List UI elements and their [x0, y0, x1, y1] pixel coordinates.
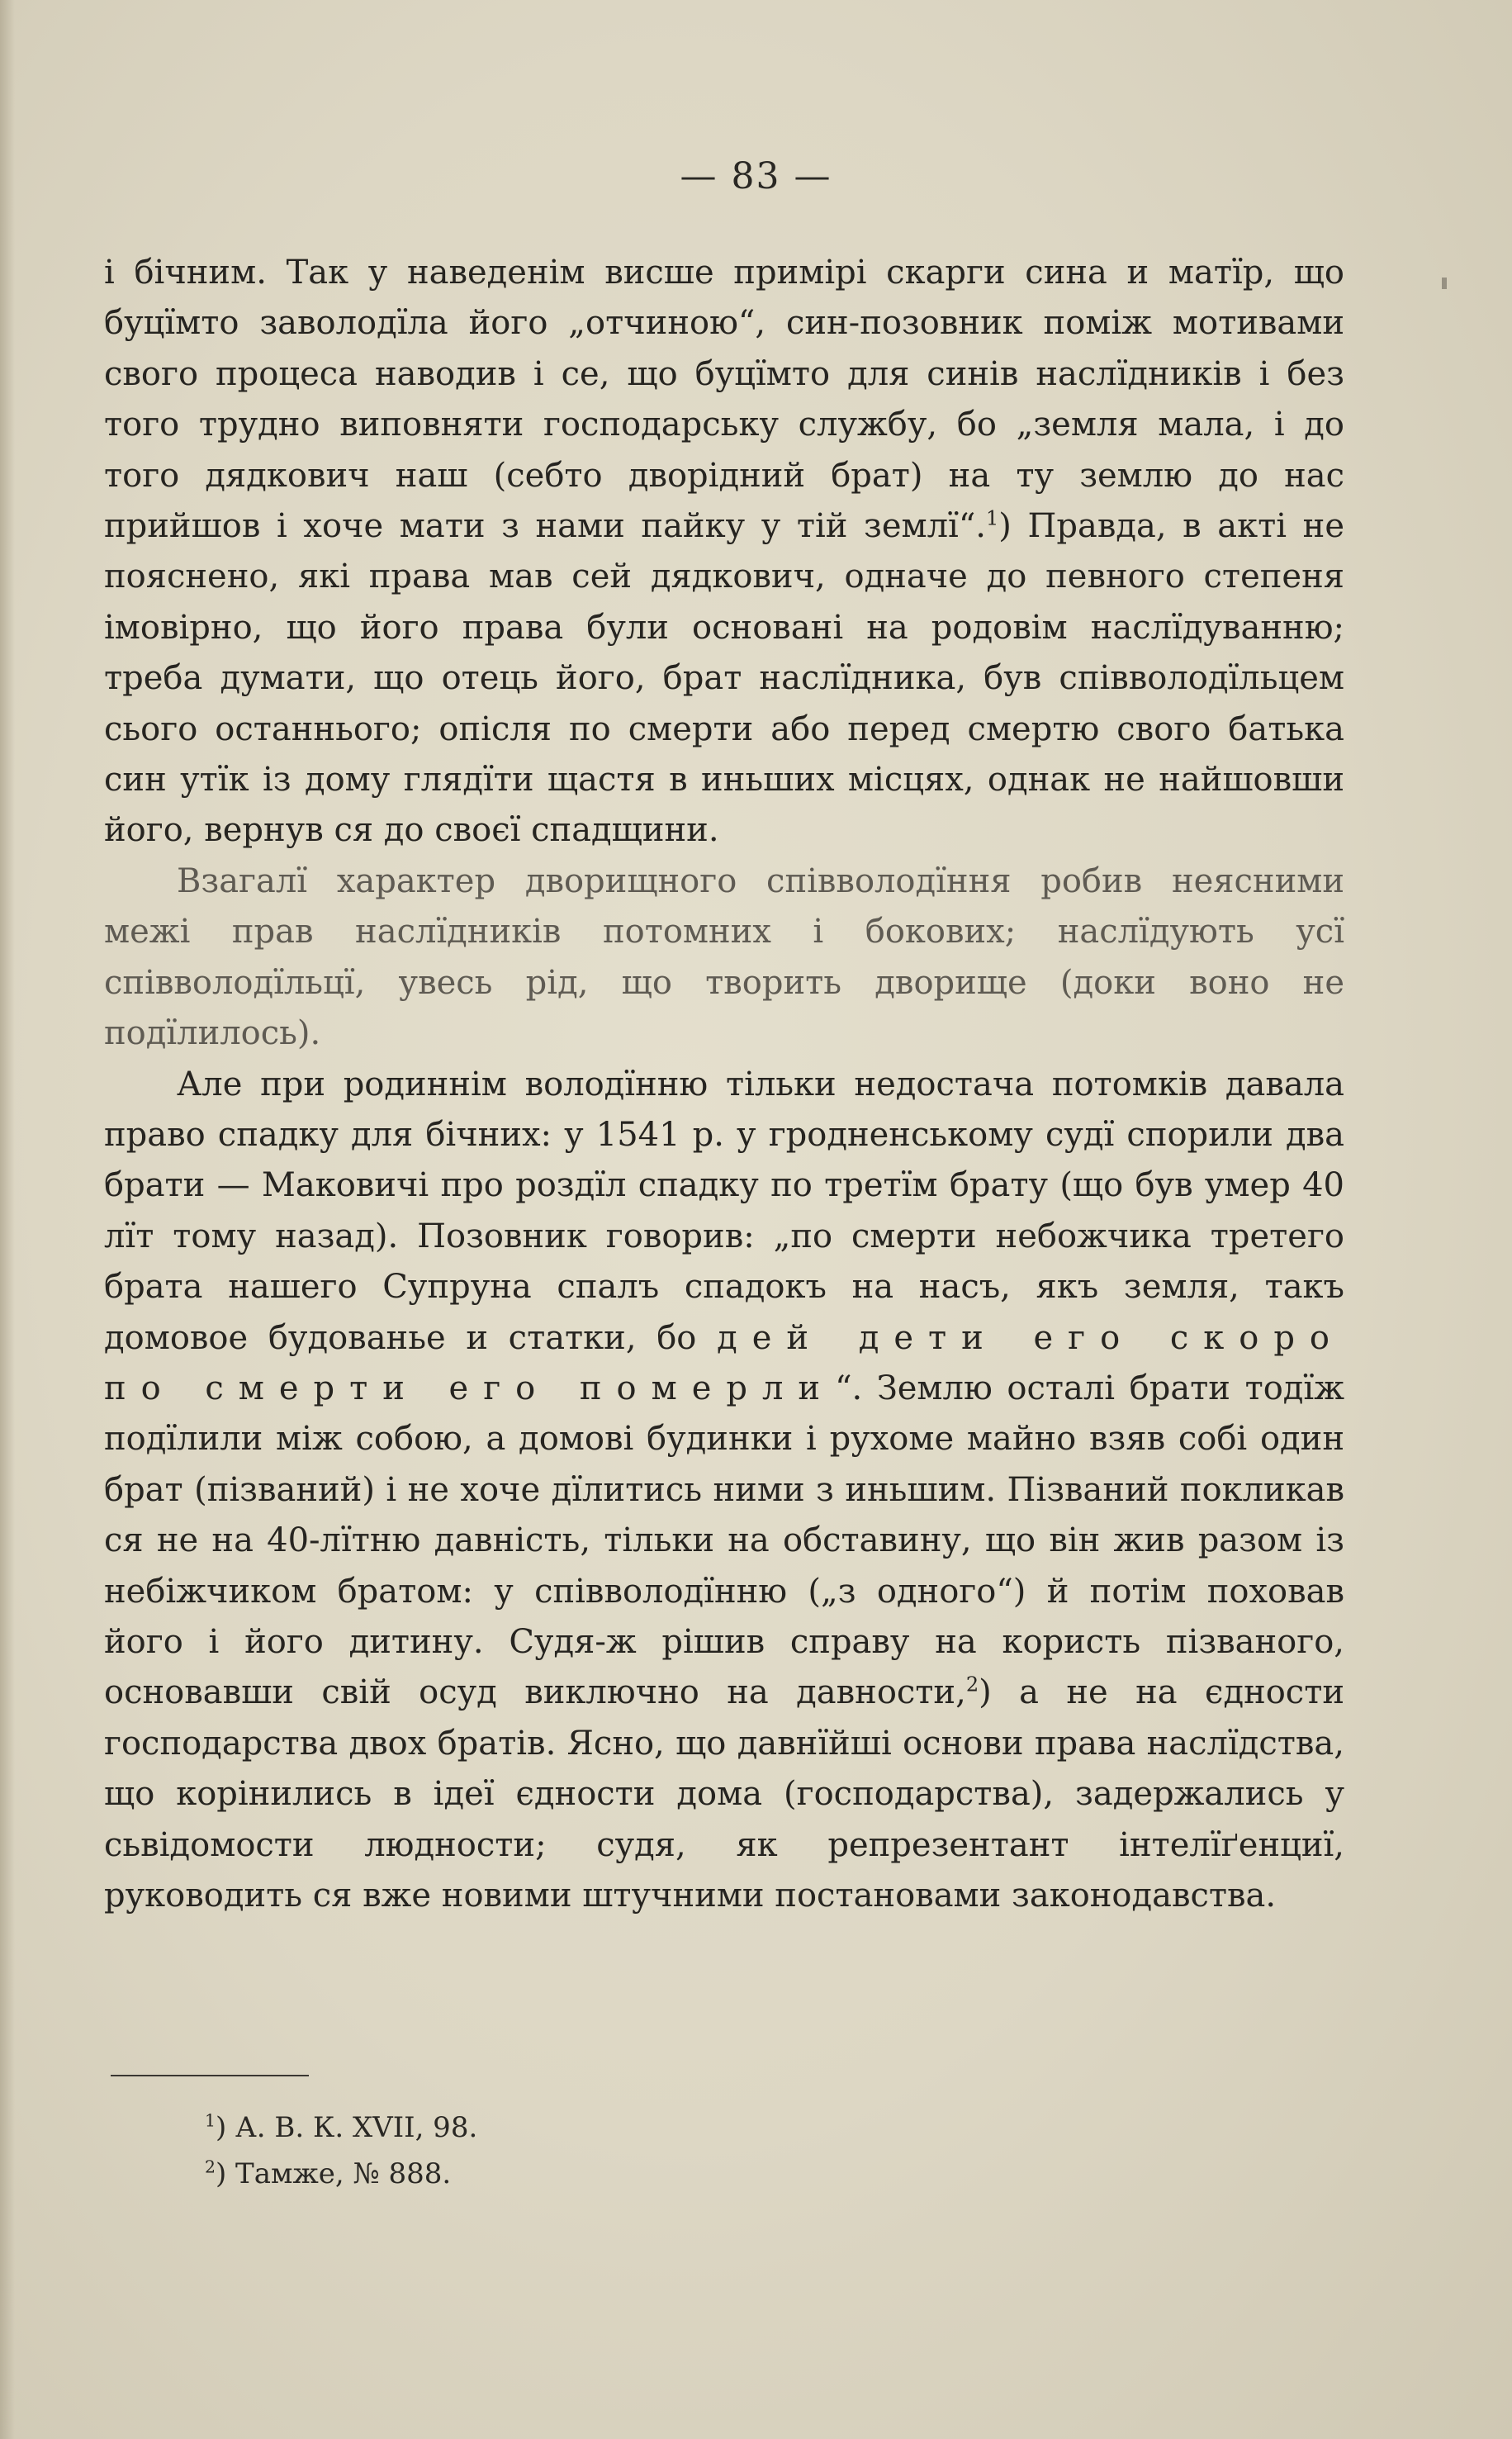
footnote-marker: 1 [205, 2110, 216, 2131]
footnote-text: ) Тамже, № 888. [215, 2157, 452, 2190]
text-segment: Але при родиннім володїнню тільки недостача потомків давала право спадку для бічних: у 1541 р. у гродненському судї спорили два брати — Маковичі про роздїл спадку по третїм брату (що був умер 40 лїт тому назад). Позовник говорив: „по смерти небожчика третего брата нашего Супруна спалъ спадокъ на насъ, якъ земля, такъ домовое будованье и статки, бо [104, 1065, 1344, 1357]
text-segment: ) Правда, в акті не пояснено, які права мав сей дядкович, одначе до певного степеня імовірно, що його права були основані на родовім наслїдуванню; треба думати, що отець його, брат наслїдника, був співволодїльцем сього останнього; опісля по смерти або перед смертю свого батька син утїк із дому глядїти щастя в иньших місцях, однак не найшовши його, вернув ся до своєї спадщини. [104, 507, 1344, 850]
footnote-marker: 2 [205, 2157, 216, 2177]
paragraph [104, 856, 1344, 1060]
footnote [205, 2104, 477, 2151]
footnote-reference: 2 [965, 1673, 979, 1697]
text-segment: Взагалї характер дворищного співволодїння робив неясними межі прав наслїдників потомних і бокових; наслїдують усї співволодїльцї, увесь рід, що творить дворище (доки воно не подїлилось). [104, 861, 1344, 1053]
footnote-reference: 1 [986, 506, 999, 530]
page-number: — 83 — [680, 155, 832, 197]
text-segment: “. Землю осталі брати тодїж подїлили між собою, а домові будинки і рухоме майно взяв собі один брат (пізваний) і не хоче дїлитись ними з иньшим. Пізваний покликав ся не на 40-лїтню давність, тільки на обставину, що він жив разом із небіжчиком братом: у співволодїнню („з одного“) й потім поховав його і його дитину. Судя-ж рішив справу на користь пізваного, основавши свій осуд виключно на давности, [104, 1369, 1344, 1712]
paragraph [104, 1060, 1344, 1922]
footnotes [205, 2104, 477, 2197]
paragraph [104, 248, 1344, 856]
body-text [104, 248, 1344, 1921]
scan-edge-shadow [0, 0, 15, 2439]
footnote [205, 2151, 477, 2197]
footnote-text: ) А. В. К. XVII, 98. [215, 2111, 478, 2144]
footnote-divider [111, 2075, 309, 2076]
text-segment: ) а не на єдности господарства двох братів. Ясно, що давнїйші основи права наслїдства, що корінились в ідеї єдности дома (господарства), задержались у сьвідомости людности; судя, як репрезентант інтелїґенциї, руководить ся вже новими штучними постановами законодавства. [104, 1673, 1345, 1915]
text-segment: дей дети его скоро по смерти его померли [104, 1318, 1345, 1407]
margin-mark [1442, 278, 1447, 289]
text-segment: і бічним. Так у наведенім висше примірі скарги сина и матїр, що буцїмто заволодїла його „отчиною“, син-позовник поміж мотивами свого процеса наводив і се, що буцїмто для синів наслїдників і без того трудно виповняти господарську службу, бо „земля мала, і до того дядкович наш (себто дворідний брат) на ту землю до нас прийшов і хоче мати з нами пайку у тій землї“. [104, 254, 1344, 546]
